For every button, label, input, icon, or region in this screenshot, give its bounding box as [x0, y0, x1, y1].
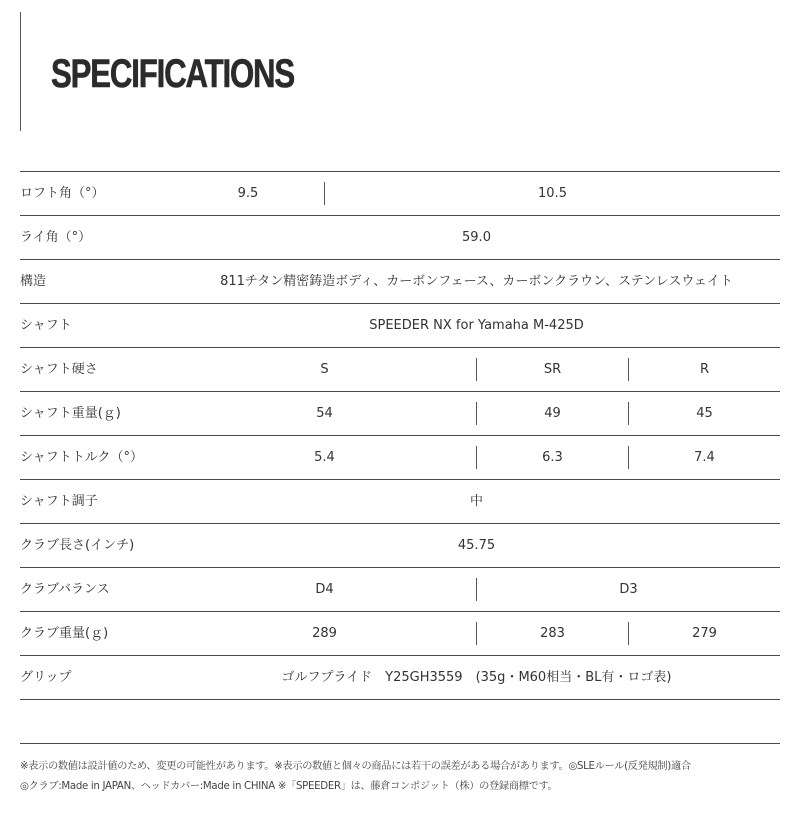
spec-value-loft-1: 9.5: [237, 186, 259, 201]
spec-value-lie: 59.0: [462, 230, 491, 245]
spec-label-club-length: クラブ長さ(インチ): [20, 538, 135, 553]
spec-row-structure: [20, 259, 780, 303]
spec-label-club-balance: クラブバランス: [20, 582, 110, 597]
spec-row-club-balance: [20, 567, 780, 611]
spec-value-shaft-weight-2: 49: [544, 406, 561, 421]
spec-value-shaft-torque-3: 7.4: [694, 450, 715, 465]
spec-label-lie: ライ角（°）: [20, 230, 92, 245]
spec-value-club-length: 45.75: [457, 538, 496, 553]
spec-label-shaft-kick: シャフト調子: [20, 494, 98, 509]
page-title: SPECIFICATIONS: [51, 52, 295, 96]
spec-label-grip: グリップ: [20, 670, 72, 685]
spec-value-club-weight-3: 279: [692, 626, 717, 641]
spec-value-club-balance-2: D3: [619, 582, 638, 597]
spec-label-shaft-flex: シャフト硬さ: [20, 362, 98, 377]
spec-row-club-length: [20, 523, 780, 567]
spec-row-shaft-torque: [20, 435, 780, 479]
spec-value-shaft-weight-1: 54: [316, 406, 333, 421]
spec-row-loft: [20, 171, 780, 215]
spec-row-shaft-weight: [20, 391, 780, 435]
spec-row-grip: [20, 655, 780, 700]
spec-value-shaft-kick: 中: [469, 494, 483, 509]
footnote-line-1: ※表示の数値は設計値のため、変更の可能性があります。※表示の数値と個々の商品には若干の誤差がある場合があります。◎SLEルール(反発規制)適合: [20, 761, 691, 772]
spec-value-shaft-torque-2: 6.3: [542, 450, 563, 465]
spec-row-shaft-kick: [20, 479, 780, 523]
spec-value-grip: ゴルフプライド Y25GH3559 (35g・M60相当・BL有・ロゴ表): [281, 670, 672, 685]
title-accent-line: [20, 12, 21, 131]
spec-value-shaft-flex-1: S: [320, 362, 329, 377]
spec-label-structure: 構造: [20, 274, 47, 289]
spec-label-shaft-weight: シャフト重量(ｇ): [20, 406, 121, 421]
spec-label-shaft-torque: シャフトトルク（°）: [20, 450, 143, 465]
spec-value-shaft-torque-1: 5.4: [314, 450, 335, 465]
spec-value-shaft-flex-2: SR: [543, 362, 562, 377]
spec-value-club-weight-1: 289: [312, 626, 337, 641]
footnote: [20, 743, 780, 797]
spec-value-shaft: SPEEDER NX for Yamaha M-425D: [369, 318, 584, 333]
spec-label-club-weight: クラブ重量(ｇ): [20, 626, 109, 641]
spec-row-shaft: [20, 303, 780, 347]
spec-label-loft: ロフト角（°）: [20, 186, 105, 201]
spec-table: [20, 171, 780, 700]
spec-value-club-balance-1: D4: [315, 582, 334, 597]
spec-value-shaft-weight-3: 45: [696, 406, 713, 421]
spec-row-club-weight: [20, 611, 780, 655]
spec-value-shaft-flex-3: R: [699, 362, 710, 377]
spec-value-structure: 811チタン精密鋳造ボディ、カーボンフェース、カーボンクラウン、ステンレスウェイト: [220, 274, 733, 289]
spec-label-shaft: シャフト: [20, 318, 72, 333]
spec-value-loft-2: 10.5: [538, 186, 567, 201]
spec-value-club-weight-2: 283: [540, 626, 565, 641]
spec-row-shaft-flex: [20, 347, 780, 391]
spec-row-lie: [20, 215, 780, 259]
footnote-line-2: ◎クラブ:Made in JAPAN、ヘッドカバー:Made in CHINA ※「SPEEDER」は、藤倉コンポジット（株）の登録商標です。: [20, 781, 558, 792]
